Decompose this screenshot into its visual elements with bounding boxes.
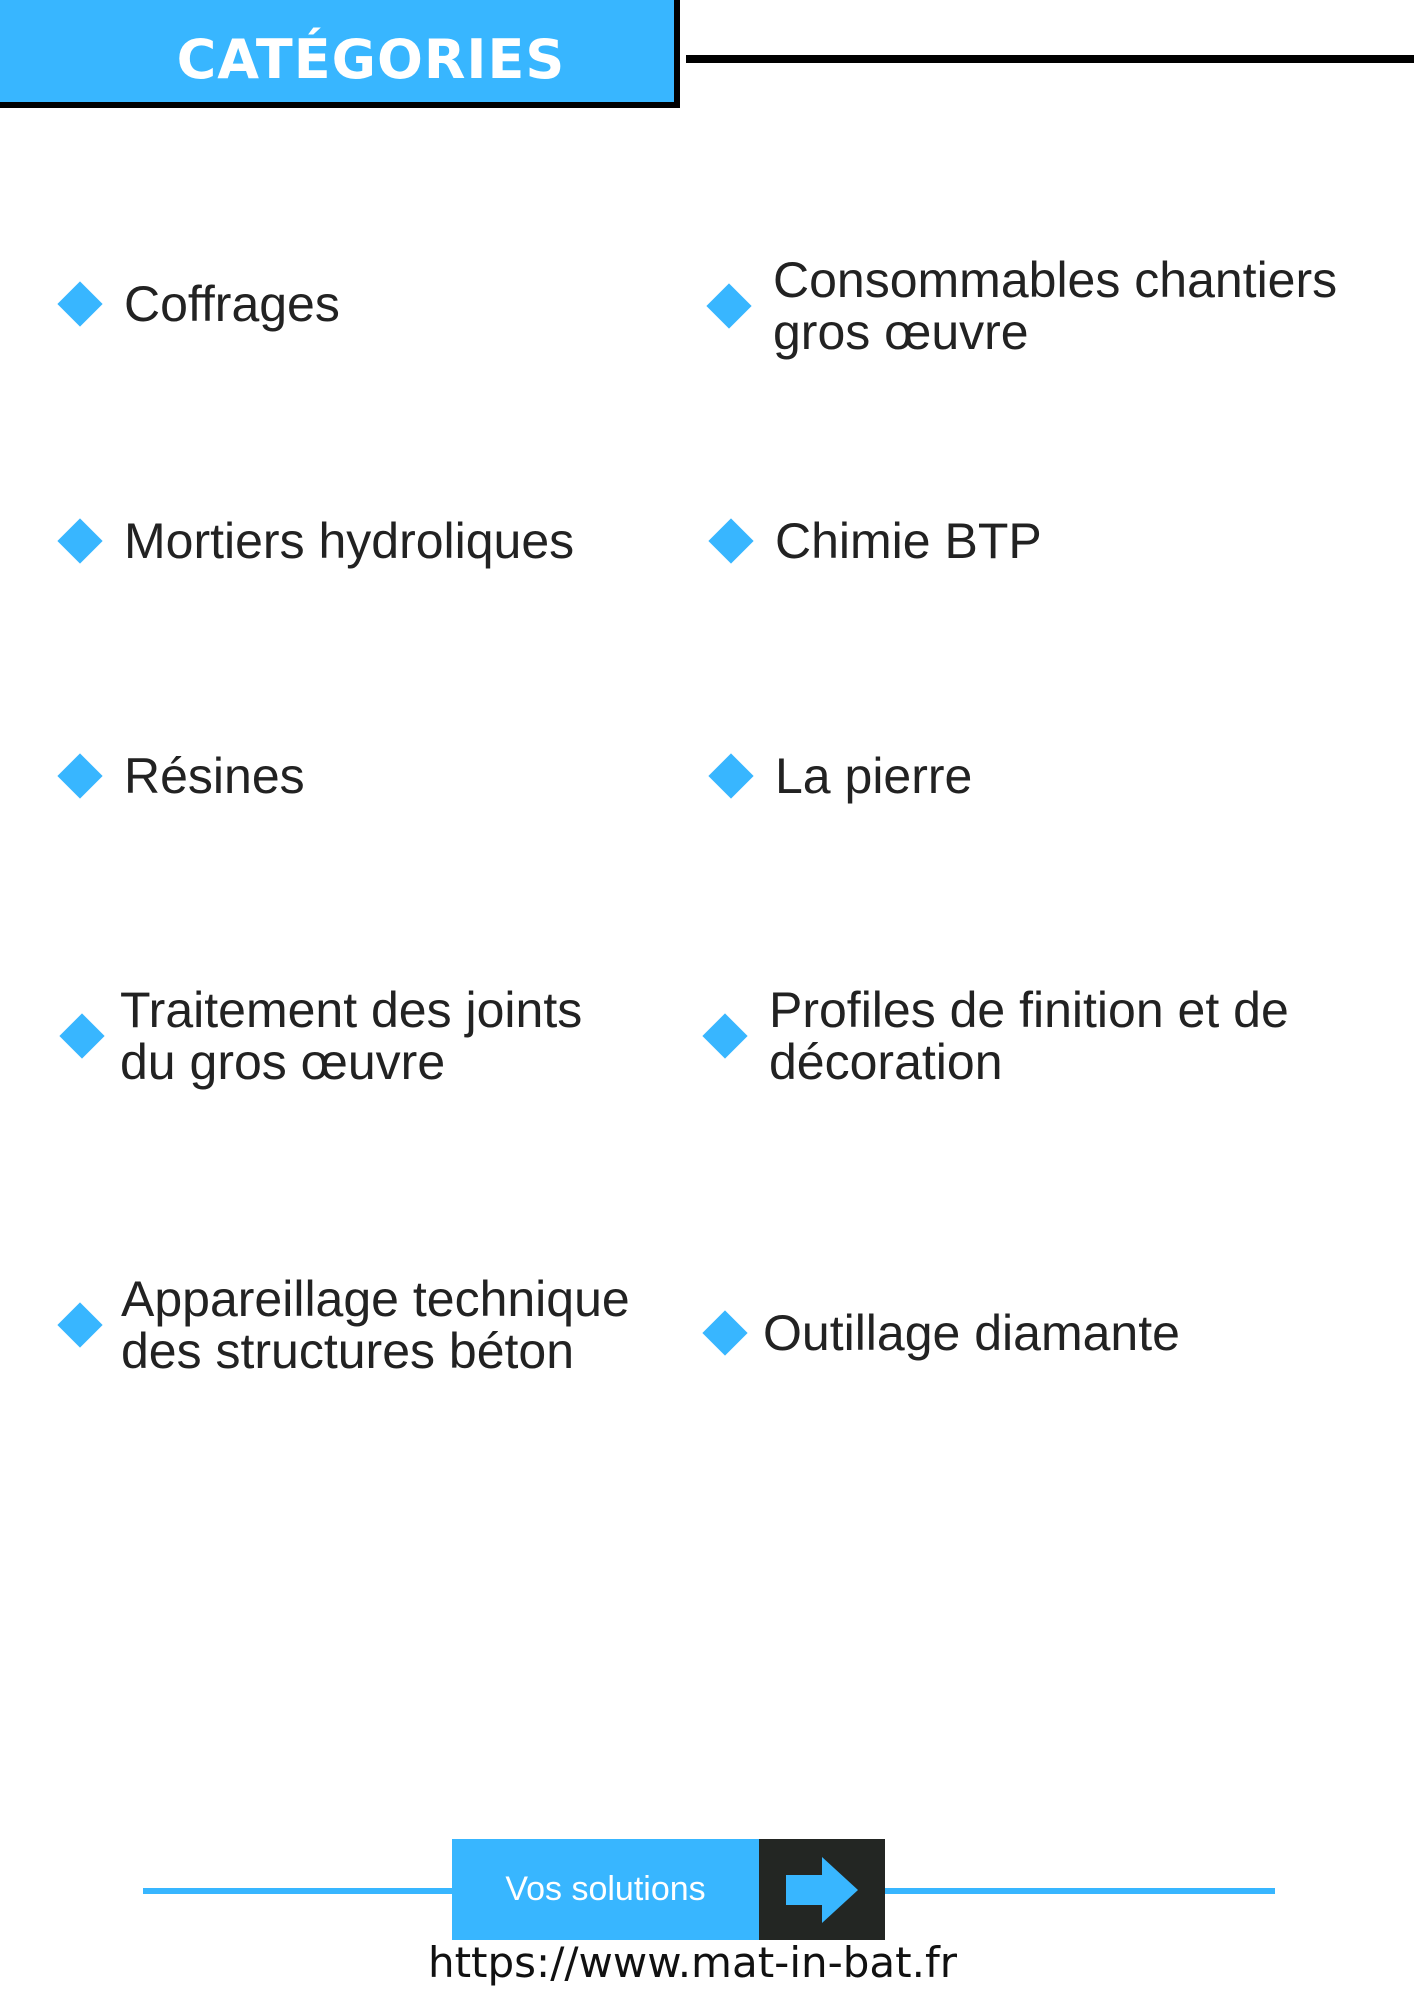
diamond-icon xyxy=(708,753,753,798)
diamond-icon xyxy=(57,1302,102,1347)
diamond-icon xyxy=(57,518,102,563)
category-item-coffrages xyxy=(64,278,340,330)
category-item-resines xyxy=(64,750,305,802)
category-label: Outillage diamante xyxy=(763,1305,1180,1361)
diamond-icon xyxy=(702,1310,747,1355)
category-label: Coffrages xyxy=(124,276,340,332)
diamond-icon xyxy=(57,281,102,326)
category-item-pierre xyxy=(715,750,972,802)
diamond-icon xyxy=(57,753,102,798)
category-item-chimie xyxy=(715,515,1042,567)
header-rule xyxy=(686,55,1414,63)
diamond-icon xyxy=(702,1013,747,1058)
category-item-traitement-joints xyxy=(66,984,582,1088)
category-label: Profiles de finition et de décoration xyxy=(769,982,1289,1090)
arrow-right-icon-graphic xyxy=(784,1855,860,1925)
category-label: Résines xyxy=(124,748,305,804)
website-url[interactable]: https://www.mat-in-bat.fr xyxy=(427,1938,958,1987)
diamond-icon xyxy=(59,1013,104,1058)
category-item-profiles xyxy=(709,984,1289,1088)
arrow-right-icon[interactable] xyxy=(759,1839,885,1940)
category-item-outillage xyxy=(709,1307,1180,1359)
category-label: Mortiers hydroliques xyxy=(124,513,575,569)
category-label: La pierre xyxy=(775,748,973,804)
solutions-button-label[interactable]: Vos solutions xyxy=(452,1839,759,1940)
category-label: Consommables chantiers gros œuvre xyxy=(773,252,1338,360)
diamond-icon xyxy=(706,283,751,328)
category-label: Chimie BTP xyxy=(775,513,1042,569)
category-item-consommables xyxy=(713,254,1337,358)
page-title: CATÉGORIES xyxy=(176,27,566,91)
category-label: Appareillage technique des structures béton xyxy=(121,1271,630,1379)
category-item-appareillage xyxy=(64,1273,630,1377)
diamond-icon xyxy=(708,518,753,563)
category-label: Traitement des joints du gros œuvre xyxy=(120,982,583,1090)
category-item-mortiers xyxy=(64,515,574,567)
solutions-button[interactable] xyxy=(452,1839,885,1940)
